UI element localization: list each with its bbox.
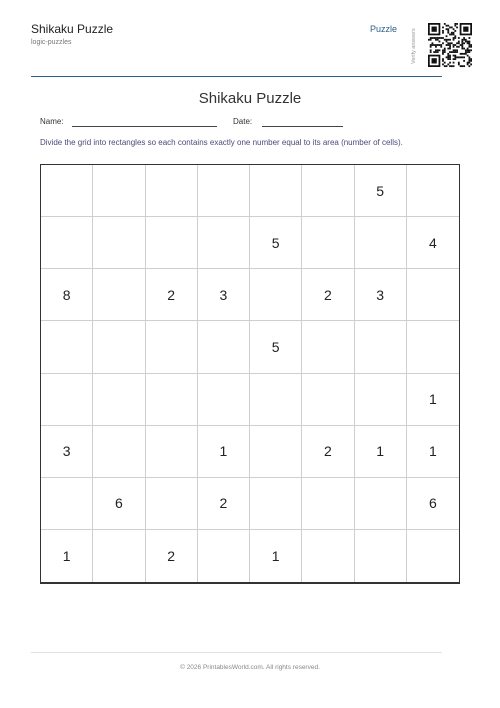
grid-cell[interactable]	[146, 374, 198, 426]
grid-cell[interactable]: 6	[93, 478, 145, 530]
grid-cell[interactable]	[93, 374, 145, 426]
grid-cell[interactable]	[407, 321, 459, 373]
grid-cell[interactable]	[355, 478, 407, 530]
grid-cell[interactable]: 2	[198, 478, 250, 530]
puzzle-kind-link[interactable]: Puzzle	[370, 24, 398, 34]
date-line[interactable]	[262, 126, 343, 127]
grid-cell[interactable]	[407, 269, 459, 321]
grid-cell[interactable]	[93, 217, 145, 269]
grid-cell[interactable]	[302, 217, 354, 269]
grid-cell[interactable]	[93, 321, 145, 373]
grid-cell[interactable]	[355, 374, 407, 426]
grid-cell[interactable]	[250, 478, 302, 530]
grid-cell[interactable]	[250, 426, 302, 478]
footer-copyright: © 2026 PrintablesWorld.com. All rights reserved.	[180, 664, 320, 671]
grid-cell[interactable]	[407, 165, 459, 217]
grid-cell[interactable]	[146, 321, 198, 373]
grid-cell[interactable]	[198, 165, 250, 217]
grid-cell[interactable]	[302, 321, 354, 373]
grid-cell[interactable]	[146, 478, 198, 530]
grid-cell[interactable]	[41, 478, 93, 530]
grid-cell[interactable]	[302, 478, 354, 530]
instructions: Divide the grid into rectangles so each contains exactly one number equal to its area (number of cells).	[40, 138, 403, 147]
grid-cell[interactable]: 2	[302, 426, 354, 478]
grid-cell[interactable]: 2	[302, 269, 354, 321]
puzzle-grid	[40, 164, 460, 584]
grid-cell[interactable]: 6	[407, 478, 459, 530]
grid-cell[interactable]	[146, 217, 198, 269]
grid-cell[interactable]: 3	[355, 269, 407, 321]
grid-cell[interactable]: 8	[41, 269, 93, 321]
page-title: Shikaku Puzzle	[198, 90, 302, 107]
grid-cell[interactable]	[41, 165, 93, 217]
grid-cell[interactable]	[41, 321, 93, 373]
date-label: Date:	[233, 117, 253, 126]
qr-code-icon[interactable]	[428, 18, 472, 72]
grid-cell[interactable]	[93, 530, 145, 582]
grid-cell[interactable]	[250, 165, 302, 217]
grid-cell[interactable]: 1	[198, 426, 250, 478]
grid-cell[interactable]	[146, 165, 198, 217]
grid-cell[interactable]: 2	[146, 269, 198, 321]
grid-cell[interactable]	[198, 530, 250, 582]
site-subtitle: logic-puzzles	[31, 39, 72, 46]
grid-cell[interactable]: 1	[407, 374, 459, 426]
grid-cell[interactable]	[93, 426, 145, 478]
grid-cell[interactable]	[198, 374, 250, 426]
grid-cell[interactable]: 1	[250, 530, 302, 582]
grid-cell[interactable]	[302, 165, 354, 217]
name-label: Name:	[40, 117, 64, 126]
grid-cell[interactable]	[407, 530, 459, 582]
grid-cell[interactable]	[41, 374, 93, 426]
grid-cell[interactable]	[302, 374, 354, 426]
grid-cell[interactable]: 5	[250, 321, 302, 373]
grid-cell[interactable]	[302, 530, 354, 582]
site-title: Shikaku Puzzle	[31, 22, 114, 36]
grid-cell[interactable]: 4	[407, 217, 459, 269]
name-line[interactable]	[72, 126, 217, 127]
grid-cell[interactable]	[355, 530, 407, 582]
grid-cell[interactable]	[93, 269, 145, 321]
grid-cell[interactable]: 3	[41, 426, 93, 478]
grid-cell[interactable]: 5	[355, 165, 407, 217]
grid-cell[interactable]: 5	[250, 217, 302, 269]
grid-cell[interactable]	[198, 217, 250, 269]
grid-cell[interactable]: 1	[407, 426, 459, 478]
header-divider	[31, 76, 442, 77]
grid-cell[interactable]: 3	[198, 269, 250, 321]
grid-cell[interactable]	[93, 165, 145, 217]
grid-cell[interactable]: 1	[41, 530, 93, 582]
grid-cell[interactable]	[250, 269, 302, 321]
grid-cell[interactable]	[355, 217, 407, 269]
grid-cell[interactable]	[198, 321, 250, 373]
grid-cell[interactable]: 1	[355, 426, 407, 478]
grid-cell[interactable]	[146, 426, 198, 478]
grid-cell[interactable]: 2	[146, 530, 198, 582]
footer-divider	[31, 652, 442, 653]
grid-cell[interactable]	[355, 321, 407, 373]
verify-answers-label: Verify answers	[411, 28, 417, 64]
grid-cell[interactable]	[250, 374, 302, 426]
grid-cell[interactable]	[41, 217, 93, 269]
